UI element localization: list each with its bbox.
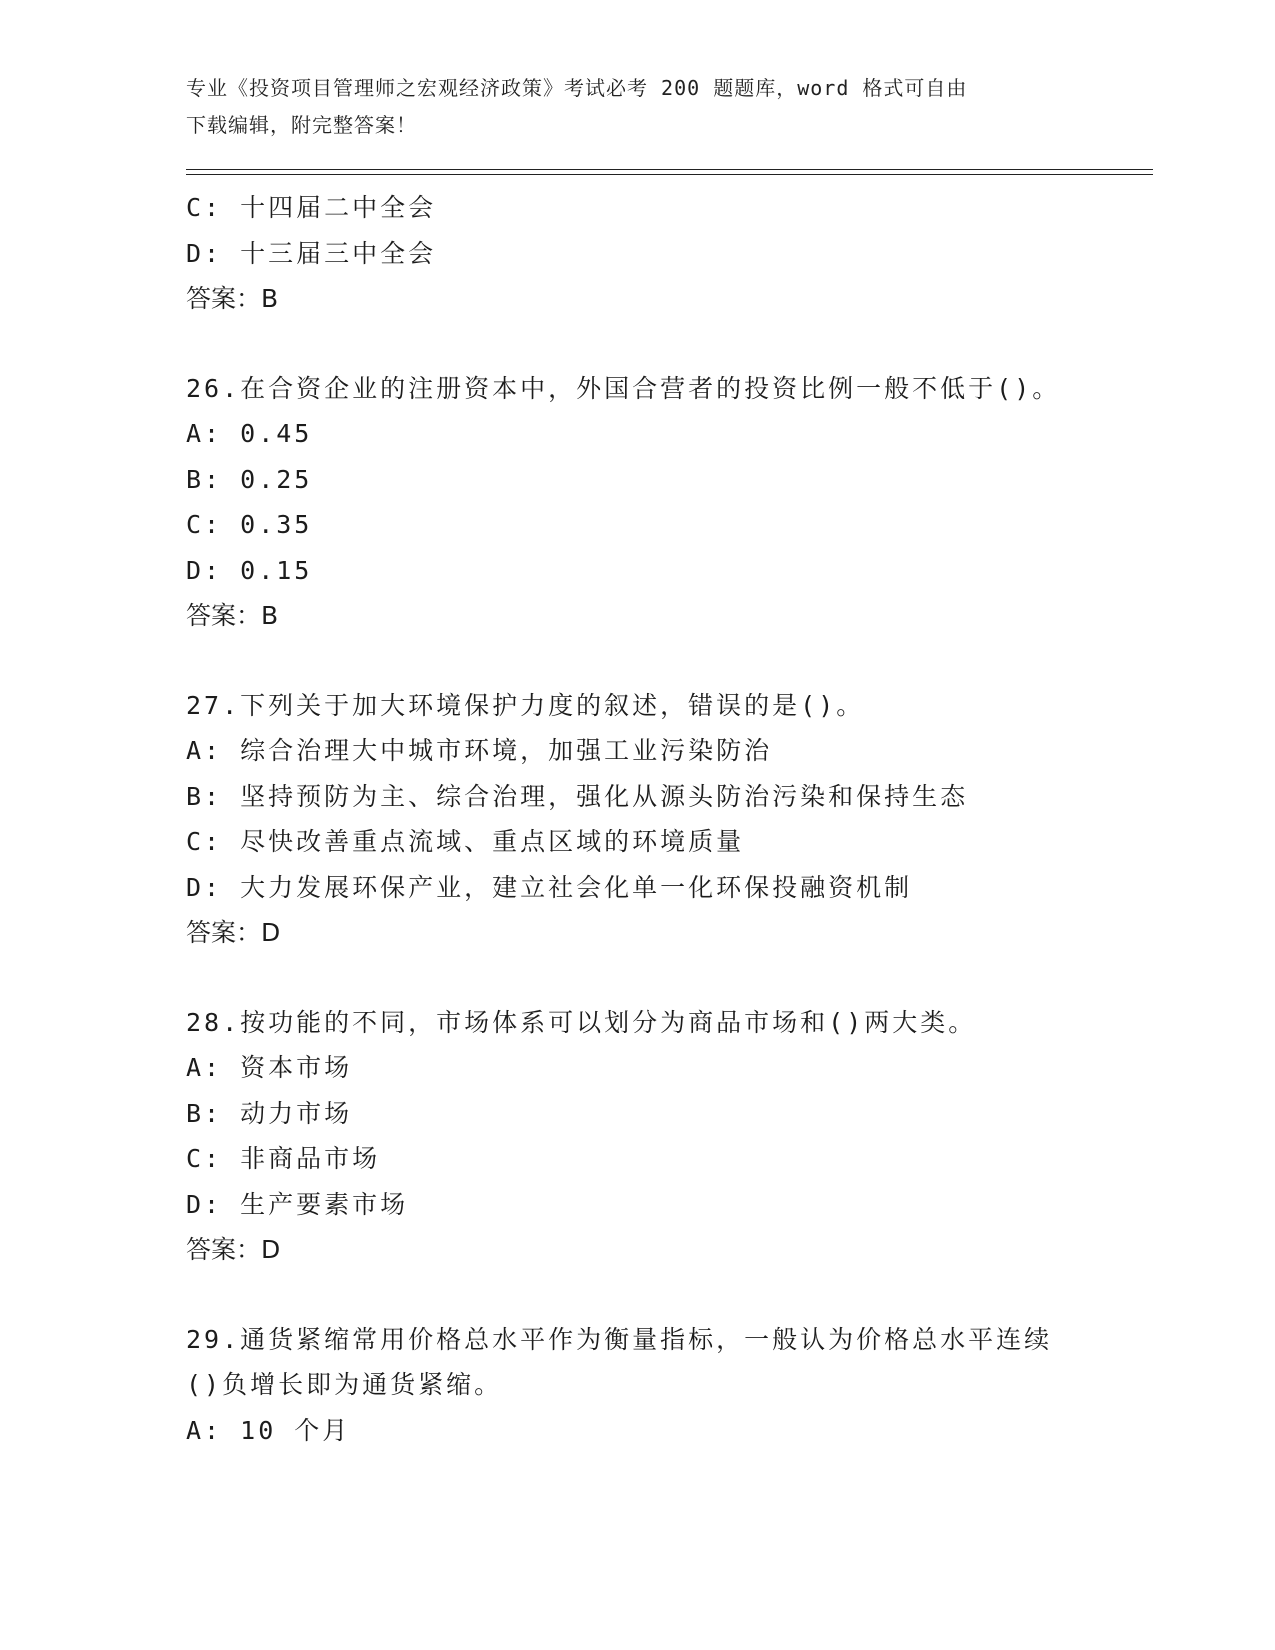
option-d: D: 十三届三中全会 (186, 238, 437, 268)
option-d: D: 0.15 (186, 555, 313, 585)
question-stem-continued: ()负增长即为通货紧缩。 (186, 1370, 503, 1399)
option-a: A: 0.45 (186, 419, 313, 448)
answer-line: 答案：B (186, 601, 279, 630)
question-stem: 28.按功能的不同，市场体系可以划分为商品市场和()两大类。 (186, 1007, 977, 1037)
option-b: B: 坚持预防为主、综合治理，强化从源头防治污染和保持生态 (186, 781, 969, 811)
option-c: C: 非商品市场 (186, 1144, 381, 1173)
answer-line: 答案：B (186, 284, 279, 313)
question-stem: 27.下列关于加大环境保护力度的叙述，错误的是()。 (186, 690, 865, 720)
option-a: A: 10 个月 (186, 1415, 351, 1445)
header-divider-top (186, 169, 1153, 170)
option-a: A: 综合治理大中城市环境，加强工业污染防治 (186, 736, 773, 765)
answer-line: 答案：D (186, 918, 281, 947)
question-29 (186, 1317, 1146, 1454)
header-line-1: 专业《投资项目管理师之宏观经济政策》考试必考 200 题题库，word 格式可自由 (186, 76, 968, 100)
question-stem: 29.通货紧缩常用价格总水平作为衡量指标，一般认为价格总水平连续 (186, 1324, 1053, 1354)
option-c: C: 0.35 (186, 510, 313, 539)
option-b: B: 动力市场 (186, 1098, 353, 1128)
option-c: C: 十四届二中全会 (186, 193, 437, 222)
option-a: A: 资本市场 (186, 1053, 353, 1082)
answer-line: 答案：D (186, 1235, 281, 1264)
question-stem: 26.在合资企业的注册资本中，外国合营者的投资比例一般不低于()。 (186, 373, 1061, 403)
header-line-2: 下载编辑，附完整答案！ (186, 113, 417, 137)
question-list (186, 185, 1146, 1453)
question-27 (186, 683, 1146, 956)
question-26 (186, 366, 1146, 639)
question-28 (186, 1000, 1146, 1273)
header-divider-bottom (186, 174, 1153, 175)
option-c: C: 尽快改善重点流域、重点区域的环境质量 (186, 827, 745, 856)
option-d: D: 大力发展环保产业，建立社会化单一化环保投融资机制 (186, 872, 913, 902)
document-header (186, 70, 1086, 144)
previous-question-tail (186, 185, 1146, 322)
option-b: B: 0.25 (186, 464, 313, 494)
option-d: D: 生产要素市场 (186, 1189, 409, 1219)
